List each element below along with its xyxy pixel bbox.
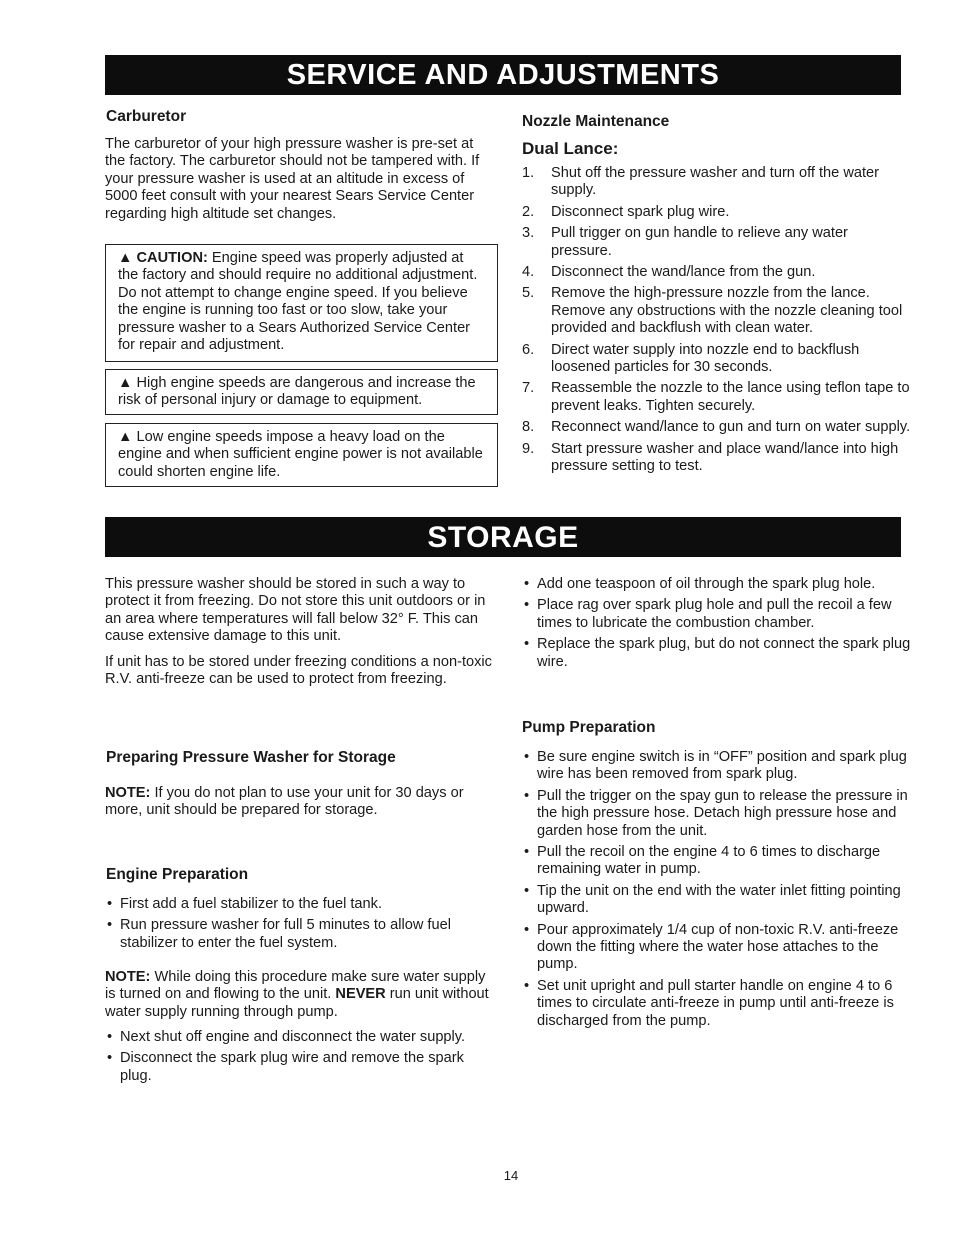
bullet-icon: • [524,636,530,653]
dual-lance-heading: Dual Lance: [522,139,619,158]
step-text: Reassemble the nozzle to the lance using teflon tape to prevent leaks. Tighten securely. [551,380,910,414]
bullet-icon: • [524,977,530,994]
list-item [522,922,912,974]
engine-note-text-b: run unit without water supply running through pump. [105,986,489,1020]
bullet-icon: • [107,896,113,912]
caution-text: Engine speed was properly adjusted at the factory and should require no additional adjustment. Do not attempt to change engine speed. If you believe the engine is running too fast or too slow, take your pressure washer to a Sears Authorized Service Center for repair and adjustment. [118,250,478,354]
bullet-text: Tip the unit on the end with the water inlet fitting pointing upward. [537,882,901,917]
bullet-text: First add a fuel stabilizer to the fuel tank. [120,896,383,912]
note-label: NOTE: [105,969,151,985]
carburetor-body: The carburetor of your high pressure washer is pre-set at the factory. The carburetor should not be tampered with. If your pressure washer is used at an altitude in excess of 5000 feet consult with your nearest Sears Service Center regarding high altitude set changes. [105,136,480,222]
carburetor-heading: Carburetor [106,108,187,125]
bullet-text: Next shut off engine and disconnect the water supply. [120,1029,466,1045]
bullet-text: Pour approximately 1/4 cup of non-toxic R.V. anti-freeze down the fitting where the water hose attaches to the pump. [537,921,899,973]
list-item [522,788,912,840]
warning-low-text: Low engine speeds impose a heavy load on the engine and when sufficient engine power is not available could shorten engine life. [118,429,483,480]
step-number: 9. [522,440,535,457]
warning-high-box [105,369,498,415]
bullet-text: Set unit upright and pull starter handle on engine 4 to 6 times to circulate anti-freeze in pump until anti-freeze is discharged from the pump. [537,977,894,1029]
bullet-icon: • [524,921,530,938]
list-item [522,749,912,784]
bullet-text: Disconnect the spark plug wire and remove the spark plug. [120,1050,464,1084]
list-item [522,342,912,377]
caution-box [105,244,498,362]
bullet-icon: • [524,844,530,861]
list-item [522,576,914,593]
storage-intro-1: This pressure washer should be stored in such a way to protect it from freezing. Do not store this unit outdoors or in an area where temperatures will fall below 32° F. This can cause extensive damage to this unit. [105,576,486,645]
nozzle-steps-list [522,165,912,480]
warning-triangle-icon: ▲ [118,429,133,445]
engine-prep-list-c [522,576,914,675]
storage-banner-title: STORAGE [427,521,579,554]
step-number: 4. [522,264,535,281]
list-item [522,597,914,632]
step-text: Direct water supply into nozzle end to backflush loosened particles for 30 seconds. [551,341,860,376]
list-item [105,917,497,952]
list-item [522,225,912,260]
step-text: Disconnect spark plug wire. [551,203,730,220]
list-item [522,636,914,671]
list-item [522,978,912,1030]
bullet-icon: • [524,787,530,804]
note-label: NOTE: [105,785,151,801]
bullet-text: Pull the recoil on the engine 4 to 6 times to discharge remaining water in pump. [537,844,881,878]
warning-triangle-icon: ▲ [118,250,133,266]
list-item [522,204,912,221]
list-item [522,844,912,879]
never-emphasis: NEVER [335,986,386,1003]
bullet-icon: • [107,1050,113,1067]
step-number: 2. [522,203,535,220]
bullet-text: Run pressure washer for full 5 minutes to allow fuel stabilizer to enter the fuel system. [120,917,451,951]
warning-triangle-icon: ▲ [118,375,133,391]
preparing-note [105,785,497,820]
service-banner-title: SERVICE AND ADJUSTMENTS [286,59,720,91]
list-item [522,264,912,281]
step-number: 5. [522,285,535,302]
engine-prep-list-b [105,1029,497,1089]
nozzle-heading: Nozzle Maintenance [522,113,670,130]
warning-high-text: High engine speeds are dangerous and increase the risk of personal injury or damage to equipment. [118,375,476,409]
page-number: 14 [503,1168,519,1183]
warning-low-box [105,423,498,487]
list-item [522,441,912,476]
bullet-text: Pull the trigger on the spay gun to release the pressure in the high pressure hose. Detach high pressure hose and garden hose from the unit. [537,787,908,839]
step-text: Pull trigger on gun handle to relieve any water pressure. [551,225,848,259]
step-text: Start pressure washer and place wand/lance into high pressure setting to test. [551,440,899,475]
pump-prep-list [522,749,912,1034]
preparing-heading: Preparing Pressure Washer for Storage [106,749,396,766]
service-banner [105,55,901,95]
list-item [522,419,912,436]
engine-note-text-a: While doing this procedure make sure water supply is turned on and flowing to the unit. [105,969,486,1003]
caution-label: CAUTION: [136,250,208,266]
step-number: 7. [522,380,535,397]
bullet-text: Be sure engine switch is in “OFF” position and spark plug wire has been removed from spark plug. [537,749,907,783]
list-item [522,165,912,200]
bullet-icon: • [524,749,530,765]
step-text: Remove the high-pressure nozzle from the lance. Remove any obstructions with the nozzle cleaning tool provided and backflush with clean water. [551,285,903,337]
list-item [522,883,912,918]
bullet-icon: • [524,882,530,899]
list-item [522,380,912,415]
bullet-icon: • [107,917,113,934]
list-item [105,896,497,913]
step-number: 1. [522,165,535,181]
bullet-text: Replace the spark plug, but do not connect the spark plug wire. [537,636,911,670]
step-number: 3. [522,225,535,242]
list-item [105,1050,497,1085]
preparing-note-text: If you do not plan to use your unit for 30 days or more, unit should be prepared for storage. [105,785,464,819]
bullet-icon: • [107,1029,113,1045]
bullet-icon: • [524,576,530,592]
engine-note [105,969,497,1021]
step-text: Reconnect wand/lance to gun and turn on water supply. [551,419,911,436]
storage-intro-2: If unit has to be stored under freezing conditions a non-toxic R.V. anti-freeze can be used to protect from freezing. [105,654,492,688]
list-item [522,285,912,337]
list-item [105,1029,497,1046]
storage-banner [105,517,901,557]
step-text: Disconnect the wand/lance from the gun. [551,264,816,281]
bullet-icon: • [524,597,530,614]
step-number: 8. [522,419,535,436]
bullet-text: Place rag over spark plug hole and pull the recoil a few times to lubricate the combustion chamber. [537,597,892,631]
engine-prep-heading: Engine Preparation [106,866,249,883]
bullet-text: Add one teaspoon of oil through the spark plug hole. [537,576,876,592]
engine-prep-list-a [105,896,497,956]
pump-prep-heading: Pump Preparation [522,719,656,736]
step-text: Shut off the pressure washer and turn off the water supply. [551,165,880,199]
step-number: 6. [522,341,535,358]
